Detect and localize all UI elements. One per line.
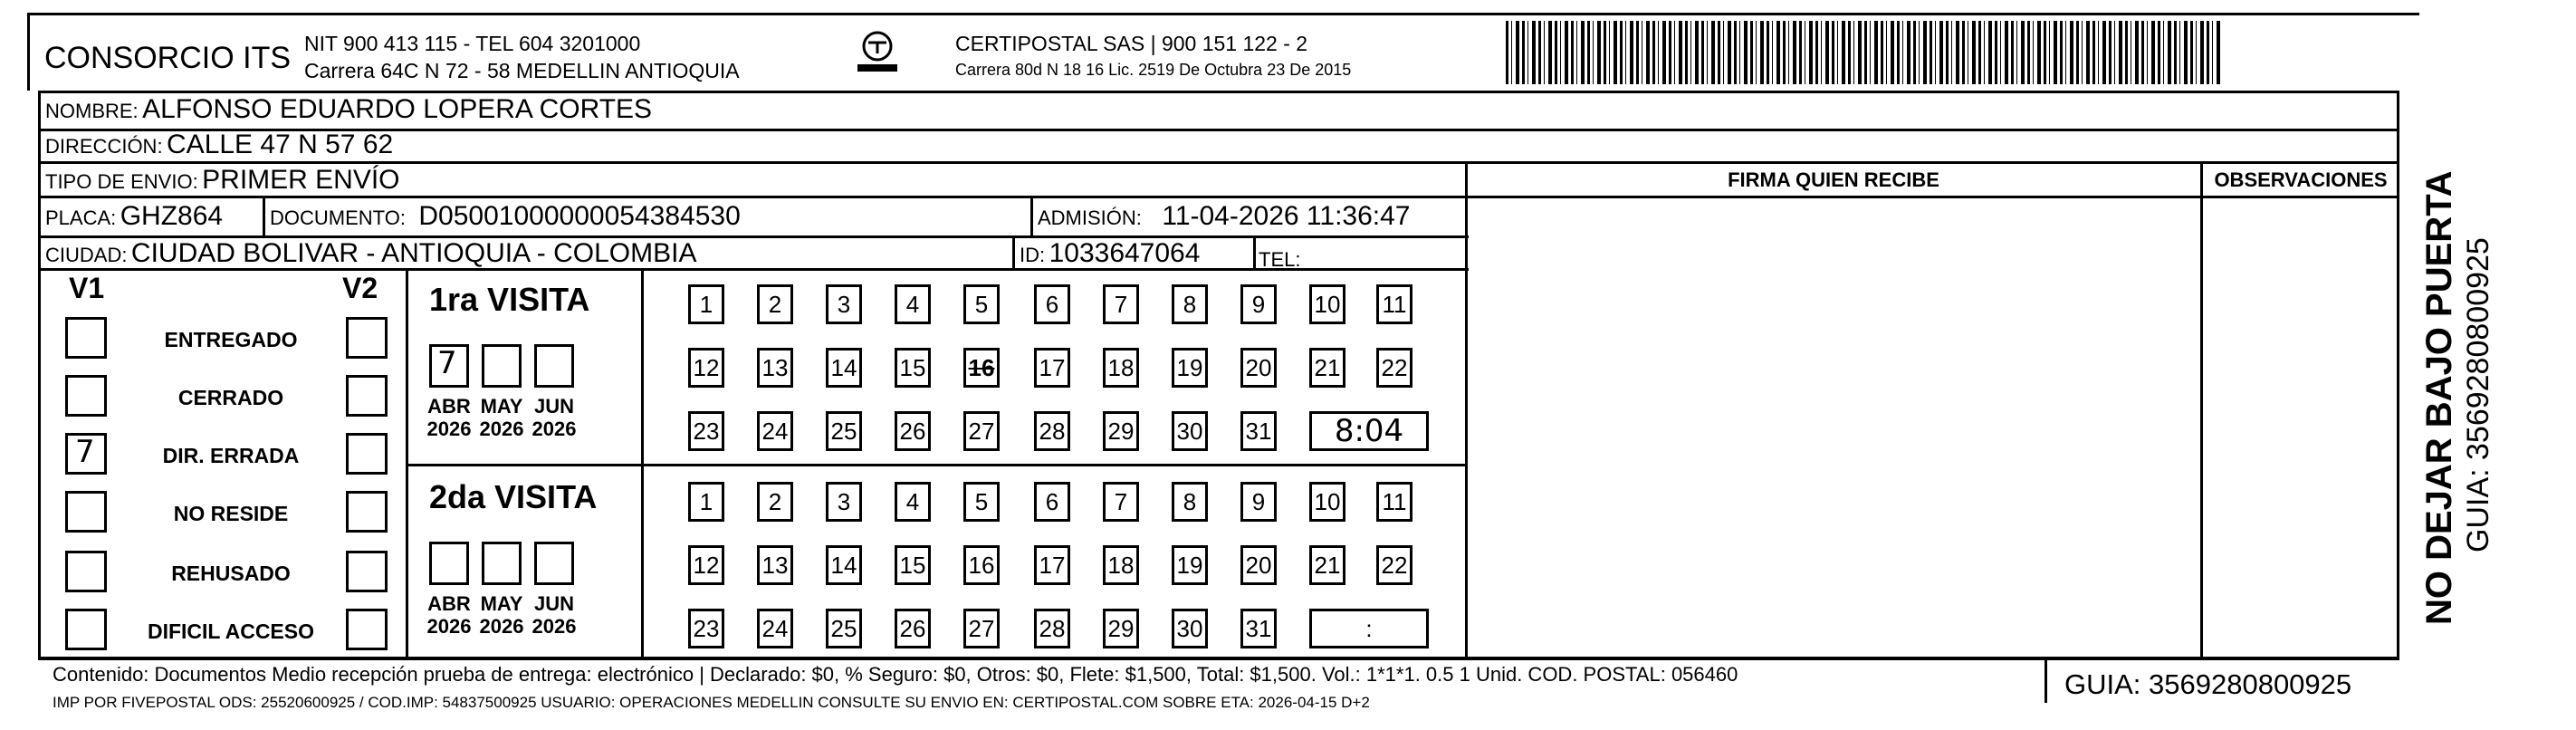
- day-box[interactable]: 25: [826, 411, 862, 451]
- contenido-text: Contenido: Documentos Medio recepción prueba de entrega: electrónico | Declarado: $0, % Seguro: $0, Otros: $0, Flete: $1,500, Total: $1,500. Vol.: 1*1*1. 0.5 1 Unid. COD. POSTAL: 056460: [53, 663, 1738, 686]
- day-box[interactable]: 20: [1240, 545, 1277, 585]
- day-box[interactable]: 18: [1103, 348, 1139, 388]
- month-checkbox[interactable]: [429, 344, 469, 388]
- documento-row: [270, 201, 741, 232]
- day-box[interactable]: 9: [1240, 482, 1277, 522]
- status-label: DIR. ERRADA: [162, 444, 300, 467]
- day-box[interactable]: 22: [1376, 545, 1412, 585]
- day-box[interactable]: 29: [1103, 411, 1139, 451]
- no-dejar-text: NO DEJAR BAJO PUERTA: [2419, 170, 2459, 625]
- side-guia: GUIA: 3569280800925: [2461, 237, 2495, 552]
- day-box[interactable]: 15: [895, 348, 931, 388]
- day-box[interactable]: 7: [1103, 482, 1139, 522]
- id-label: ID:: [1020, 244, 1046, 266]
- nombre-value: ALFONSO EDUARDO LOPERA CORTES: [142, 94, 653, 124]
- month-label: ABR 2026: [426, 395, 472, 440]
- day-box[interactable]: 13: [757, 348, 793, 388]
- month-checkbox[interactable]: [429, 542, 469, 585]
- direccion-value: CALLE 47 N 57 62: [167, 130, 394, 159]
- placa-label: PLACA:: [45, 207, 117, 229]
- admision-value: 11-04-2026 11:36:47: [1162, 201, 1411, 231]
- day-box[interactable]: 13: [757, 545, 793, 585]
- day-box[interactable]: 15: [895, 545, 931, 585]
- day-box[interactable]: 2: [757, 284, 793, 324]
- placa-value: GHZ864: [120, 201, 224, 231]
- tipo-label: TIPO DE ENVIO:: [45, 170, 198, 193]
- day-box[interactable]: 14: [826, 545, 862, 585]
- day-box[interactable]: 30: [1172, 609, 1208, 648]
- address-line: Carrera 64C N 72 - 58 MEDELLIN ANTIOQUIA: [304, 59, 740, 82]
- time-field[interactable]: :: [1309, 609, 1429, 648]
- v1-checkbox[interactable]: [65, 609, 107, 650]
- visit-title: 1ra VISITA: [429, 281, 590, 318]
- day-box[interactable]: 1: [688, 284, 724, 324]
- ciudad-value: CIUDAD BOLIVAR - ANTIOQUIA - COLOMBIA: [130, 238, 697, 268]
- day-box[interactable]: 16: [963, 545, 1000, 585]
- day-box[interactable]: 19: [1172, 348, 1208, 388]
- day-box[interactable]: 1: [688, 482, 724, 522]
- month-checkbox[interactable]: [482, 344, 522, 388]
- day-box[interactable]: 21: [1309, 545, 1345, 585]
- tel-row: [1259, 243, 1300, 274]
- month-label: ABR 2026: [426, 592, 472, 638]
- v2-checkbox[interactable]: [346, 551, 388, 592]
- day-box[interactable]: 29: [1103, 609, 1139, 648]
- day-box[interactable]: 14: [826, 348, 862, 388]
- day-box[interactable]: 19: [1172, 545, 1208, 585]
- v1-checkbox[interactable]: [65, 433, 107, 475]
- status-label: REHUSADO: [171, 562, 291, 585]
- admision-row: [1038, 201, 1410, 232]
- day-box[interactable]: 8: [1172, 482, 1208, 522]
- day-box[interactable]: 31: [1240, 609, 1277, 648]
- visit-title: 2da VISITA: [429, 478, 598, 515]
- form-header: [27, 13, 2419, 91]
- company-name: CONSORCIO ITS: [44, 41, 292, 75]
- month-label: JUN 2026: [531, 395, 577, 440]
- id-value: 1033647064: [1049, 238, 1201, 268]
- day-box[interactable]: 11: [1376, 482, 1412, 522]
- day-box[interactable]: 28: [1034, 411, 1070, 451]
- day-box[interactable]: 23: [688, 609, 724, 648]
- status-label: DIFICIL ACCESO: [147, 620, 314, 643]
- day-box[interactable]: 17: [1034, 545, 1070, 585]
- handwritten-mark: 7: [437, 345, 457, 381]
- documento-label: DOCUMENTO:: [270, 207, 406, 229]
- footer-guia: GUIA: 3569280800925: [2064, 668, 2352, 700]
- nombre-row: [45, 94, 652, 125]
- v2-label: V2: [342, 272, 378, 304]
- day-box[interactable]: 9: [1240, 284, 1277, 324]
- day-box[interactable]: 31: [1240, 411, 1277, 451]
- nit-line: NIT 900 413 115 - TEL 604 3201000: [304, 32, 641, 55]
- certipostal-logo-icon: [850, 28, 905, 82]
- day-box[interactable]: 2: [757, 482, 793, 522]
- day-box[interactable]: 12: [688, 545, 724, 585]
- day-box[interactable]: 17: [1034, 348, 1070, 388]
- id-row: [1020, 238, 1200, 269]
- month-label: JUN 2026: [531, 592, 577, 638]
- day-box[interactable]: 28: [1034, 609, 1070, 648]
- day-box[interactable]: 16: [963, 348, 1000, 388]
- month-label: MAY 2026: [479, 395, 524, 440]
- tipo-row: [45, 165, 400, 196]
- v2-checkbox[interactable]: [346, 609, 388, 650]
- day-box[interactable]: 6: [1034, 482, 1070, 522]
- barcode: [1506, 21, 2221, 84]
- nombre-label: NOMBRE:: [45, 100, 139, 122]
- v1-checkbox[interactable]: [65, 491, 107, 533]
- ciudad-label: CIUDAD:: [45, 244, 128, 266]
- day-box[interactable]: 27: [963, 609, 1000, 648]
- day-box[interactable]: 10: [1309, 482, 1345, 522]
- day-box[interactable]: 30: [1172, 411, 1208, 451]
- month-checkbox[interactable]: [534, 542, 574, 585]
- time-field[interactable]: 8:04: [1309, 411, 1429, 451]
- month-label: MAY 2026: [479, 592, 524, 638]
- v1-checkbox[interactable]: [65, 317, 107, 359]
- v1-checkbox[interactable]: [65, 551, 107, 592]
- day-box[interactable]: 27: [963, 411, 1000, 451]
- day-box[interactable]: 5: [963, 482, 1000, 522]
- v1-checkbox[interactable]: [65, 375, 107, 417]
- day-box[interactable]: 22: [1376, 348, 1412, 388]
- observaciones-header: OBSERVACIONES: [2214, 168, 2388, 191]
- day-box[interactable]: 24: [757, 411, 793, 451]
- status-label: NO RESIDE: [173, 502, 289, 525]
- day-box[interactable]: 25: [826, 609, 862, 648]
- day-box[interactable]: 10: [1309, 284, 1345, 324]
- day-box[interactable]: 5: [963, 284, 1000, 324]
- firma-header: FIRMA QUIEN RECIBE: [1728, 168, 1939, 191]
- handwritten-mark: 7: [75, 434, 95, 470]
- day-box[interactable]: 4: [895, 284, 931, 324]
- day-box[interactable]: 3: [826, 284, 862, 324]
- day-box[interactable]: 18: [1103, 545, 1139, 585]
- direccion-row: [45, 130, 393, 160]
- day-box[interactable]: 26: [895, 609, 931, 648]
- tipo-value: PRIMER ENVÍO: [202, 165, 400, 195]
- admision-label: ADMISIÓN:: [1038, 207, 1142, 229]
- day-box[interactable]: 21: [1309, 348, 1345, 388]
- day-box[interactable]: 8: [1172, 284, 1208, 324]
- v1-label: V1: [69, 272, 105, 304]
- month-checkbox[interactable]: [482, 542, 522, 585]
- carrier-line1: CERTIPOSTAL SAS | 900 151 122 - 2: [955, 32, 1308, 55]
- day-box[interactable]: 23: [688, 411, 724, 451]
- day-box[interactable]: 4: [895, 482, 931, 522]
- carrier-line2: Carrera 80d N 18 16 Lic. 2519 De Octubra 23 De 2015: [955, 61, 1352, 79]
- day-box[interactable]: 6: [1034, 284, 1070, 324]
- day-box[interactable]: 11: [1376, 284, 1412, 324]
- day-box[interactable]: 12: [688, 348, 724, 388]
- day-box[interactable]: 26: [895, 411, 931, 451]
- tel-label: TEL:: [1259, 248, 1301, 271]
- v2-checkbox[interactable]: [346, 317, 388, 359]
- imp-text: IMP POR FIVEPOSTAL ODS: 25520600925 / COD.IMP: 54837500925 USUARIO: OPERACIONES MEDELLIN CONSULTE SU ENVIO EN: CERTIPOSTAL.COM SOBRE ETA: 2026-04-15 D+2: [53, 694, 1370, 711]
- day-box[interactable]: 7: [1103, 284, 1139, 324]
- direccion-label: DIRECCIÓN:: [45, 135, 163, 158]
- day-box[interactable]: 20: [1240, 348, 1277, 388]
- month-checkbox[interactable]: [534, 344, 574, 388]
- day-box[interactable]: 24: [757, 609, 793, 648]
- status-label: ENTREGADO: [164, 328, 298, 351]
- ciudad-row: [45, 238, 696, 269]
- v2-checkbox[interactable]: [346, 433, 388, 475]
- day-box[interactable]: 3: [826, 482, 862, 522]
- status-label: CERRADO: [177, 386, 284, 409]
- documento-value: D05001000000054384530: [418, 201, 741, 231]
- placa-row: [45, 201, 223, 232]
- v2-checkbox[interactable]: [346, 491, 388, 533]
- v2-checkbox[interactable]: [346, 375, 388, 417]
